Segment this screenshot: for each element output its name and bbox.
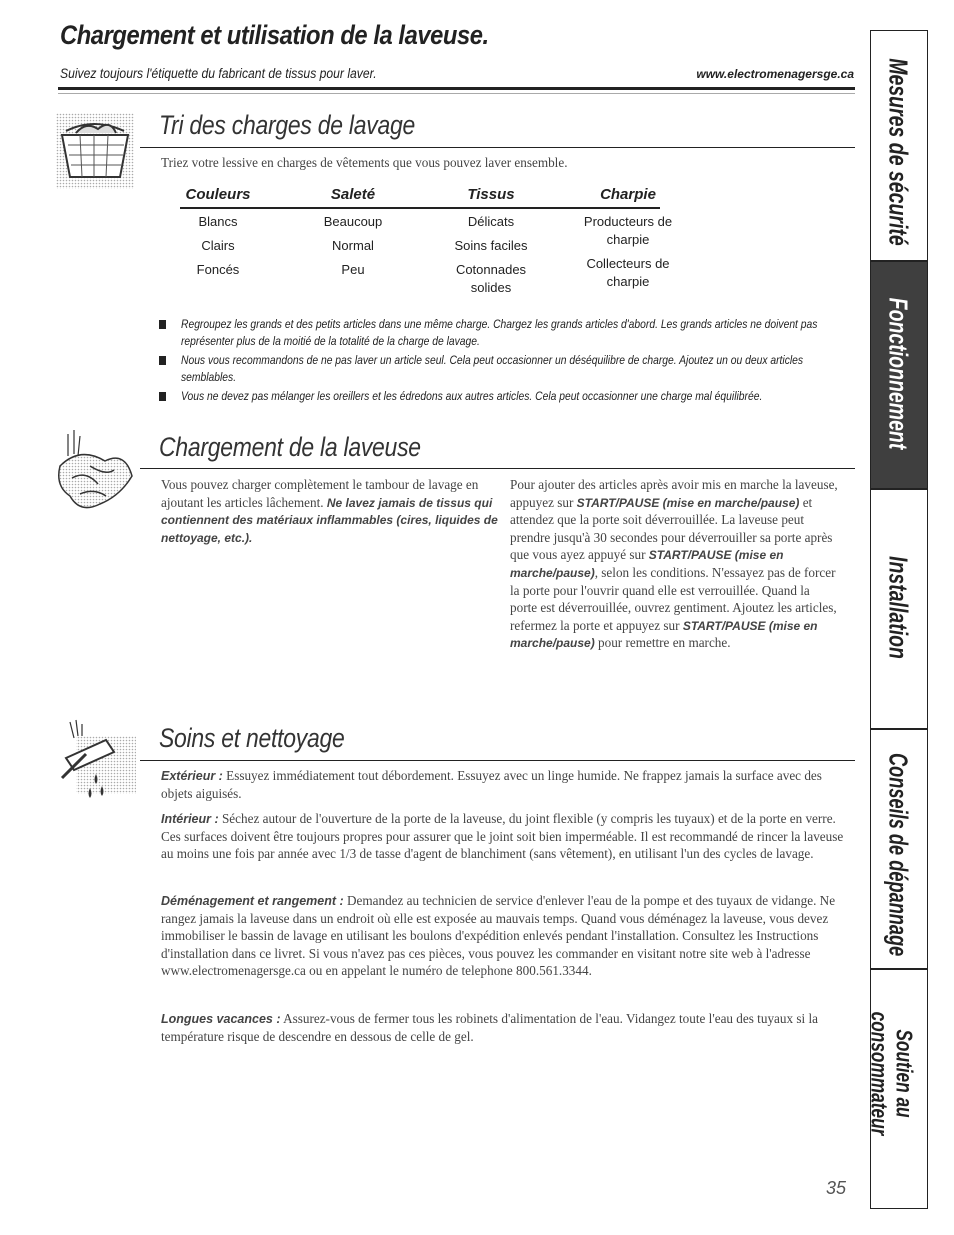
loading-right-text (510, 476, 840, 652)
section-rule (140, 147, 855, 148)
col-header-charpie: Charpie (600, 186, 656, 203)
section-title-chargement: Chargement de la laveuse (159, 432, 421, 462)
clothes-icon (50, 426, 136, 518)
loading-left-text (161, 476, 501, 546)
section-rule (140, 468, 855, 469)
start-pause-button-ref: START/PAUSE (mise en marche/pause) (576, 495, 800, 510)
cell-couleurs-2: Foncés (196, 262, 240, 277)
laundry-basket-icon (56, 113, 134, 189)
page-number: 35 (826, 1178, 847, 1198)
cell-couleurs-1: Clairs (201, 238, 235, 253)
loading-warning: Ne lavez jamais de tissus qui contiennent des matériaux inflammables (cires, liquides de nettoyage, etc.). (161, 495, 498, 545)
care-label-vacances: Longues vacances : (161, 1012, 281, 1026)
tab-label: Fonctionnement (883, 297, 914, 450)
section-title-tri: Tri des charges de lavage (159, 110, 415, 140)
tab-label-line1: Soutien au (891, 1029, 918, 1118)
bullet-item: Nous vous recommandons de ne pas laver un article seul. Cela peut occasionner un déséquilibre de charge. Ajoutez un ou deux articles semblables. (181, 353, 804, 384)
care-text-demenagement: Demandez au technicien de service d'enlever l'eau de la pompe et des tuyaux de vidange. Ne rangez jamais la laveuse dans un endroit où elle est exposée au mauvais temps. Quand vous déménagez la laveuse, vous devez immobiliser le bassin de lavage en utilisant les boulons d'expédition enlevés pendant l'installation. Consultez les Instructions d'installation dans ce livret. Si vous n'avez pas ces pièces, vous pouvez les commander en visitant notre site web à l'adresse www.electromenagersge.ca ou en appelant le numéro de telephone 800.561.3344. (161, 893, 836, 979)
header-rule-thin (58, 93, 855, 94)
cell-salete-1: Normal (332, 238, 374, 253)
care-paragraph (161, 892, 849, 980)
loading-right-p3: , selon les conditions. N'essayez pas de forcer la porte pour l'ouvrir quand elle est verrouillée. Quand la porte est déverrouillée, ouvrez gentiment. Ajoutez les articles, refermez la porte et appuyez sur (510, 564, 837, 633)
page-subtitle: Suivez toujours l'étiquette du fabricant de tissus pour laver. (60, 66, 377, 81)
bullet-item: Vous ne devez pas mélanger les oreillers et les édredons aux autres articles. Cela peut occasionner une charge mal équilibrée. (181, 389, 763, 403)
care-paragraph (161, 1010, 849, 1045)
cell-salete-2: Peu (341, 262, 365, 277)
col-header-couleurs: Couleurs (185, 186, 251, 203)
bullet-marker (159, 392, 166, 401)
start-pause-button-ref: START/PAUSE (mise en marche/pause) (510, 548, 784, 580)
cell-salete-0: Beaucoup (323, 214, 383, 229)
cell-charpie-1: Collecteurs de charpie (586, 256, 670, 289)
section-rule (140, 760, 855, 761)
care-label-demenagement: Déménagement et rangement : (161, 894, 344, 908)
cell-tissus-0: Délicats (467, 214, 515, 229)
cleaning-sponge-icon (56, 718, 136, 802)
tab-soutien-au-consommateur[interactable] (866, 969, 928, 1209)
care-text-exterieur: Essuyez immédiatement tout débordement. Essuyez avec un linge humide. Ne frappez jamais la surface avec des objets aiguisés. (161, 768, 822, 801)
care-label-interieur: Intérieur : (161, 812, 219, 826)
col-header-salete: Saleté (330, 186, 376, 203)
tab-label: Installation (883, 556, 914, 659)
cell-couleurs-0: Blancs (198, 214, 238, 229)
table-header-rule (180, 207, 660, 209)
cell-charpie-0: Producteurs de charpie (583, 214, 673, 247)
cell-tissus-2: Cotonnades solides (455, 262, 527, 295)
col-header-tissus: Tissus (467, 186, 515, 203)
loading-left-body: Vous pouvez charger complètement le tambour de lavage en ajoutant les articles lâchement. (161, 477, 479, 510)
tab-installation[interactable] (870, 489, 928, 729)
care-paragraph (161, 810, 849, 863)
tab-label: Conseils de dépannage (883, 753, 914, 957)
loading-right-p4: pour remettre en marche. (598, 635, 731, 651)
page-title: Chargement et utilisation de la laveuse. (60, 20, 489, 50)
tab-label-line2: consommateur (866, 1011, 893, 1136)
tab-fonctionnement[interactable] (870, 261, 928, 489)
header-rule (58, 87, 855, 90)
cell-tissus-1: Soins faciles (454, 238, 528, 253)
care-text-vacances: Assurez-vous de fermer tous les robinets d'alimentation de l'eau. Vidangez toute l'eau des tuyaux si la température risque de descendre en dessous de celle de gel. (161, 1011, 818, 1044)
bullet-marker (159, 356, 166, 365)
loading-right-p2: et attendez que la porte soit déverrouillée. La laveuse peut prendre jusqu'à 30 secondes pour déverrouiller sa porte après que vous ayez appuyé sur (510, 494, 833, 563)
start-pause-button-ref: START/PAUSE (mise en marche/pause) (510, 618, 818, 651)
bullet-item: Regroupez les grands et des petits articles dans une même charge. Chargez les grands articles d'abord. Les grands articles ne doivent pas représenter plus de la moitié de la totalité de la charge de lavage. (181, 317, 818, 348)
care-paragraph (161, 767, 849, 802)
bullet-marker (159, 320, 166, 329)
section-title-soins: Soins et nettoyage (159, 723, 345, 753)
loading-right-p1: Pour ajouter des articles après avoir mis en marche la laveuse, appuyez sur (510, 477, 838, 510)
website-link[interactable]: www.electromenagersge.ca (696, 67, 854, 81)
tab-conseils-de-depannage[interactable] (870, 729, 928, 969)
tab-mesures-de-securite[interactable] (870, 30, 928, 261)
sort-intro: Triez votre lessive en charges de vêtements que vous pouvez laver ensemble. (161, 155, 568, 170)
care-label-exterieur: Extérieur : (161, 769, 223, 783)
tab-label: Mesures de sécurité (883, 58, 914, 246)
care-text-interieur: Séchez autour de l'ouverture de la porte de la laveuse, du joint flexible (y compris les tuyaux) et de la porte en verre. Ces surfaces doivent être toujours propres pour assurer que le joint soit bien imperméable. Il est recommandé de rincer la laveuse au moins une fois par année avec 1/3 de tasse d'agent de blanchiment (sans vêtement), en utilisant l'un des cycles de lavage. (161, 811, 844, 862)
